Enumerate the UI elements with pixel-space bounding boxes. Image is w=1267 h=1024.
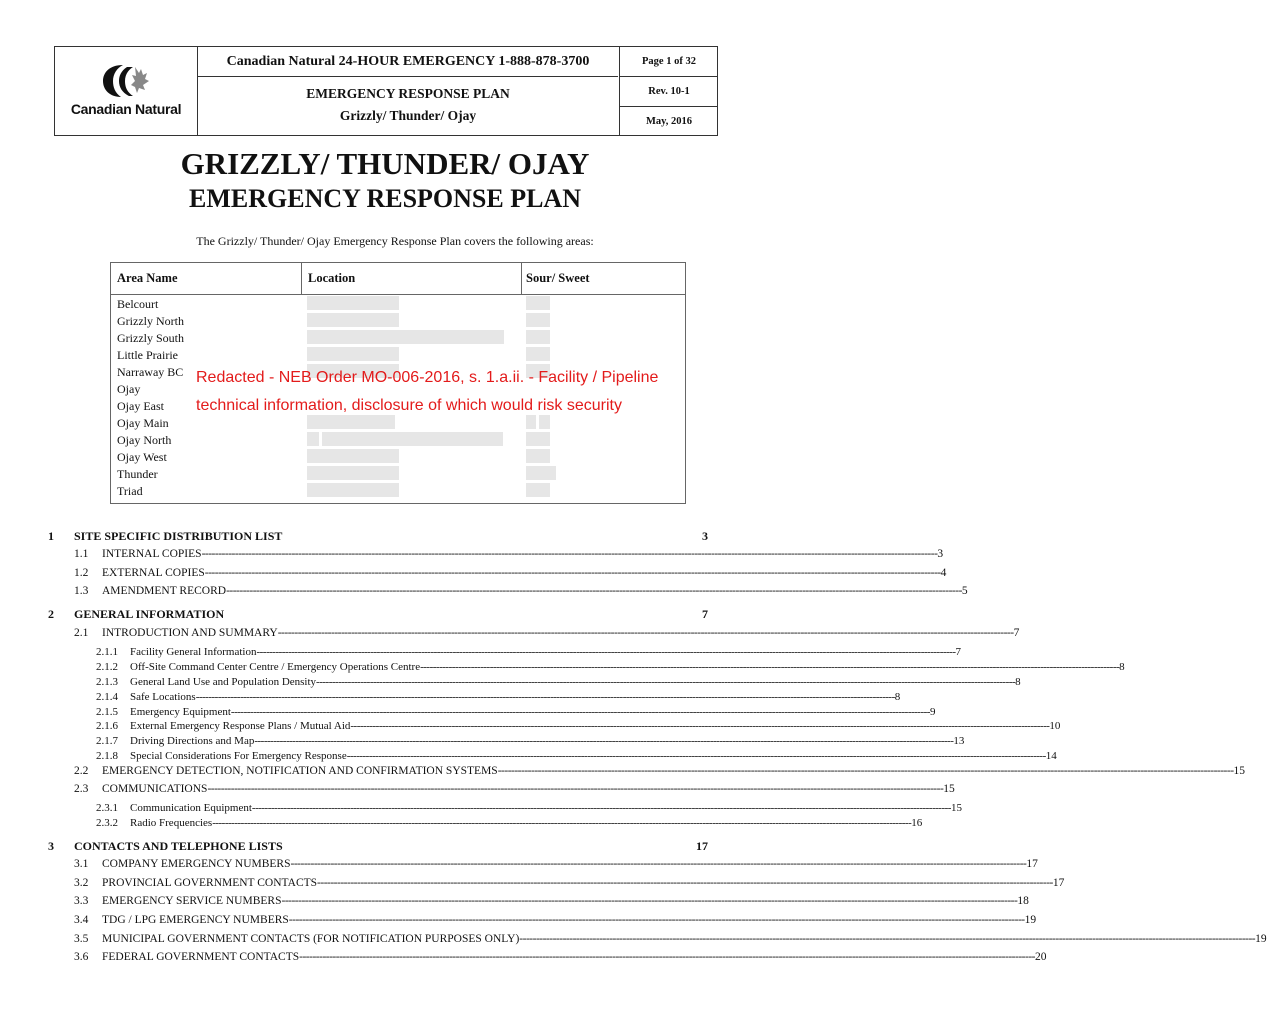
- toc-entry-number: 2.1.8: [96, 750, 118, 762]
- toc-entry-number: 2.3.1: [96, 802, 118, 814]
- toc-entry-title: INTERNAL COPIES: [102, 548, 202, 560]
- redaction-box: [526, 466, 556, 480]
- toc-entry-title: EXTERNAL COPIES: [102, 567, 205, 579]
- company-logo-icon: [101, 63, 151, 99]
- table-row: Ojay East: [117, 399, 164, 413]
- toc-section[interactable]: [48, 528, 718, 544]
- toc-entry-title: Emergency Equipment: [130, 706, 231, 718]
- toc-entry[interactable]: [74, 583, 968, 599]
- redaction-box: [307, 313, 399, 327]
- toc-entry-number: 1.1: [74, 548, 89, 560]
- toc-entry[interactable]: [96, 748, 1057, 764]
- toc-entry-page: 9: [929, 706, 936, 718]
- toc-section-number: 3: [48, 839, 54, 853]
- toc-entry[interactable]: [96, 718, 1061, 734]
- toc-entry-title: External Emergency Response Plans / Mutual Aid: [130, 720, 351, 732]
- table-divider: [111, 294, 685, 295]
- toc-entry-number: 2.1.4: [96, 691, 118, 703]
- toc-entry-page: 15: [1233, 765, 1246, 777]
- toc-entry[interactable]: [74, 625, 1020, 641]
- toc-entry-page: 20: [1034, 951, 1047, 963]
- toc-entry-page: 7: [1013, 627, 1020, 639]
- toc-dot-leader: -----------------------------------------------------------------------------------------------------------------------------------------------------------------------------------------------------------------------------: [251, 802, 951, 814]
- toc-entry-number: 2.3: [74, 783, 89, 795]
- plan-subtitle: Grizzly/ Thunder/ Ojay: [339, 108, 477, 123]
- toc-section-page: 17: [696, 839, 708, 853]
- redaction-box: [307, 466, 399, 480]
- table-divider: [521, 263, 522, 294]
- toc-dot-leader: -----------------------------------------------------------------------------------------------------------------------------------------------------------------------------------------------------------------------------: [346, 750, 1046, 762]
- toc-entry[interactable]: [96, 815, 923, 831]
- toc-entry-number: 2.1.5: [96, 706, 118, 718]
- toc-entry-number: 3.1: [74, 858, 89, 870]
- toc-dot-leader: -----------------------------------------------------------------------------------------------------------------------------------------------------------------------------------------------------------------------------: [201, 548, 938, 560]
- toc-entry-title: Off-Site Command Center Centre / Emergency Operations Centre: [130, 661, 421, 673]
- toc-entry-page: 7: [955, 646, 962, 658]
- redaction-box: [526, 296, 550, 310]
- table-divider: [301, 263, 302, 294]
- redaction-box: [526, 330, 550, 344]
- toc-entry[interactable]: [74, 781, 955, 797]
- redaction-box: [526, 313, 550, 327]
- page-number: Page 1 of 32: [620, 47, 718, 77]
- toc-entry[interactable]: [74, 912, 1037, 928]
- toc-dot-leader: -----------------------------------------------------------------------------------------------------------------------------------------------------------------------------------------------------------------------------: [195, 691, 895, 703]
- toc-entry-title: General Land Use and Population Density: [130, 676, 317, 688]
- revision: Rev. 10-1: [620, 77, 718, 107]
- toc-dot-leader: -----------------------------------------------------------------------------------------------------------------------------------------------------------------------------------------------------------------------------: [204, 567, 941, 579]
- toc-section-page: 3: [702, 529, 708, 543]
- toc-entry-title: EMERGENCY DETECTION, NOTIFICATION AND CONFIRMATION SYSTEMS: [102, 765, 498, 777]
- redaction-notice-line1: Redacted - NEB Order MO-006-2016, s. 1.a.ii. - Facility / Pipeline: [196, 369, 659, 386]
- document-title: GRIZZLY/ THUNDER/ OJAY: [180, 146, 590, 181]
- toc-dot-leader: -----------------------------------------------------------------------------------------------------------------------------------------------------------------------------------------------------------------------------: [212, 817, 912, 829]
- toc-entry-page: 13: [953, 735, 965, 747]
- toc-entry-page: 19: [1024, 914, 1037, 926]
- toc-section-title: GENERAL INFORMATION: [74, 607, 225, 621]
- toc-dot-leader: -----------------------------------------------------------------------------------------------------------------------------------------------------------------------------------------------------------------------------: [519, 933, 1256, 945]
- toc-dot-leader: -----------------------------------------------------------------------------------------------------------------------------------------------------------------------------------------------------------------------------: [299, 951, 1035, 963]
- toc-entry[interactable]: [74, 893, 1029, 909]
- table-row: Ojay North: [117, 433, 172, 447]
- toc-dot-leader: -----------------------------------------------------------------------------------------------------------------------------------------------------------------------------------------------------------------------------: [290, 858, 1027, 870]
- toc-entry-number: 1.3: [74, 585, 89, 597]
- toc-section-page: 7: [702, 607, 708, 621]
- toc-section[interactable]: [48, 606, 718, 622]
- toc-dot-leader: -----------------------------------------------------------------------------------------------------------------------------------------------------------------------------------------------------------------------------: [254, 735, 954, 747]
- toc-section-title: SITE SPECIFIC DISTRIBUTION LIST: [74, 529, 283, 543]
- toc-entry-title: FEDERAL GOVERNMENT CONTACTS: [102, 951, 300, 963]
- toc-entry[interactable]: [96, 674, 1021, 690]
- toc-entry-number: 3.5: [74, 933, 89, 945]
- toc-entry-number: 2.1.6: [96, 720, 118, 732]
- redaction-box: [307, 432, 319, 446]
- toc-dot-leader: -----------------------------------------------------------------------------------------------------------------------------------------------------------------------------------------------------------------------------: [288, 914, 1025, 926]
- table-row: Ojay: [117, 382, 141, 396]
- toc-dot-leader: -----------------------------------------------------------------------------------------------------------------------------------------------------------------------------------------------------------------------------: [316, 676, 1016, 688]
- toc-dot-leader: -----------------------------------------------------------------------------------------------------------------------------------------------------------------------------------------------------------------------------: [420, 661, 1120, 673]
- toc-entry-number: 2.1.3: [96, 676, 118, 688]
- toc-entry-title: Driving Directions and Map: [130, 735, 255, 747]
- toc-entry[interactable]: [74, 763, 1246, 779]
- table-row: Thunder: [117, 467, 158, 481]
- redaction-box: [526, 449, 550, 463]
- toc-entry-title: MUNICIPAL GOVERNMENT CONTACTS (FOR NOTIFICATION PURPOSES ONLY): [102, 933, 520, 945]
- toc-entry-page: 17: [1026, 858, 1038, 870]
- table-row: Ojay Main: [117, 416, 169, 430]
- toc-entry[interactable]: [96, 659, 1125, 675]
- toc-entry[interactable]: [96, 689, 901, 705]
- toc-entry-page: 8: [894, 691, 901, 703]
- toc-entry-title: COMMUNICATIONS: [102, 783, 208, 795]
- toc-entry-number: 3.4: [74, 914, 89, 926]
- toc-entry-title: TDG / LPG EMERGENCY NUMBERS: [102, 914, 289, 926]
- toc-entry-title: EMERGENCY SERVICE NUMBERS: [102, 895, 282, 907]
- redaction-box: [526, 483, 550, 497]
- toc-dot-leader: -----------------------------------------------------------------------------------------------------------------------------------------------------------------------------------------------------------------------------: [256, 646, 956, 658]
- redaction-box: [526, 347, 550, 361]
- toc-entry-page: 15: [943, 783, 955, 795]
- toc-section-number: 1: [48, 529, 54, 543]
- toc-entry[interactable]: [74, 949, 1047, 965]
- toc-entry-page: 8: [1015, 676, 1021, 688]
- redaction-box: [307, 330, 504, 344]
- table-row: Narraway BC: [117, 365, 184, 379]
- redaction-box: [539, 415, 550, 429]
- toc-entry-page: 14: [1045, 750, 1057, 762]
- col-header-location: Location: [308, 271, 356, 285]
- toc-dot-leader: -----------------------------------------------------------------------------------------------------------------------------------------------------------------------------------------------------------------------------: [230, 706, 930, 718]
- redaction-box: [307, 449, 399, 463]
- table-row: Little Prairie: [117, 348, 178, 362]
- redaction-box: [526, 432, 550, 446]
- table-row: Belcourt: [117, 297, 159, 311]
- toc-entry-page: 8: [1119, 661, 1125, 673]
- toc-entry[interactable]: [74, 856, 1038, 872]
- toc-dot-leader: -----------------------------------------------------------------------------------------------------------------------------------------------------------------------------------------------------------------------------: [226, 585, 962, 597]
- table-row: Grizzly North: [117, 314, 184, 328]
- col-header-sour-sweet: Sour/ Sweet: [526, 271, 590, 285]
- toc-entry-number: 2.1.2: [96, 661, 118, 673]
- toc-entry-title: AMENDMENT RECORD: [102, 585, 227, 597]
- toc-entry[interactable]: [74, 931, 1267, 947]
- toc-entry-page: 15: [950, 802, 962, 814]
- toc-dot-leader: -----------------------------------------------------------------------------------------------------------------------------------------------------------------------------------------------------------------------------: [281, 895, 1018, 907]
- toc-dot-leader: -----------------------------------------------------------------------------------------------------------------------------------------------------------------------------------------------------------------------------: [207, 783, 944, 795]
- toc-entry-number: 2.1.1: [96, 646, 118, 658]
- redaction-box: [307, 483, 399, 497]
- toc-entry-page: 5: [961, 585, 968, 597]
- toc-entry-number: 1.2: [74, 567, 89, 579]
- header-plan-title: [198, 77, 618, 135]
- toc-entry[interactable]: [96, 733, 965, 749]
- plan-title: EMERGENCY RESPONSE PLAN: [306, 86, 510, 101]
- toc-entry[interactable]: [74, 546, 944, 562]
- redaction-box: [322, 432, 503, 446]
- redaction-notice-line2: technical information, disclosure of which would risk security: [196, 397, 622, 414]
- document-header: [54, 46, 718, 136]
- toc-entry[interactable]: [96, 644, 962, 660]
- toc-entry-title: INTRODUCTION AND SUMMARY: [102, 627, 278, 639]
- toc-entry-number: 2.3.2: [96, 817, 118, 829]
- toc-entry[interactable]: [74, 565, 947, 581]
- toc-entry-title: Facility General Information: [130, 646, 257, 658]
- redaction-box: [526, 415, 536, 429]
- toc-entry-title: PROVINCIAL GOVERNMENT CONTACTS: [102, 877, 318, 889]
- table-row: Grizzly South: [117, 331, 184, 345]
- toc-entry-title: Radio Frequencies: [130, 817, 213, 829]
- toc-dot-leader: -----------------------------------------------------------------------------------------------------------------------------------------------------------------------------------------------------------------------------: [350, 720, 1050, 732]
- toc-dot-leader: -----------------------------------------------------------------------------------------------------------------------------------------------------------------------------------------------------------------------------: [277, 627, 1014, 639]
- toc-entry-page: 19: [1255, 933, 1267, 945]
- col-header-area-name: Area Name: [117, 271, 178, 285]
- toc-entry-page: 4: [940, 567, 947, 579]
- toc-entry-page: 16: [911, 817, 923, 829]
- company-logo-text: Canadian Natural: [70, 101, 182, 117]
- toc-entry-page: 10: [1049, 720, 1061, 732]
- emergency-line: Canadian Natural 24-HOUR EMERGENCY 1-888-878-3700: [198, 47, 618, 77]
- toc-entry-number: 3.6: [74, 951, 89, 963]
- toc-entry-number: 2.1: [74, 627, 89, 639]
- toc-entry[interactable]: [74, 875, 1065, 891]
- intro-text: The Grizzly/ Thunder/ Ojay Emergency Response Plan covers the following areas:: [196, 234, 594, 248]
- toc-entry-page: 18: [1017, 895, 1029, 907]
- redaction-box: [307, 296, 399, 310]
- company-logo: [55, 47, 198, 135]
- toc-entry-title: Safe Locations: [130, 691, 196, 703]
- toc-entry[interactable]: [96, 800, 962, 816]
- toc-entry-title: Special Considerations For Emergency Response: [130, 750, 347, 762]
- redaction-box: [307, 347, 399, 361]
- redaction-box: [307, 415, 395, 429]
- toc-entry-page: 3: [937, 548, 944, 560]
- table-row: Triad: [117, 484, 143, 498]
- toc-entry-number: 2.1.7: [96, 735, 118, 747]
- toc-section-title: CONTACTS AND TELEPHONE LISTS: [74, 839, 283, 853]
- revision-date: May, 2016: [645, 116, 693, 127]
- toc-entry-title: COMPANY EMERGENCY NUMBERS: [102, 858, 291, 870]
- toc-entry-number: 2.2: [74, 765, 89, 777]
- toc-dot-leader: -----------------------------------------------------------------------------------------------------------------------------------------------------------------------------------------------------------------------------: [497, 765, 1234, 777]
- toc-entry-page: 17: [1052, 877, 1065, 889]
- toc-entry-number: 3.3: [74, 895, 89, 907]
- toc-entry-number: 3.2: [74, 877, 89, 889]
- toc-dot-leader: -----------------------------------------------------------------------------------------------------------------------------------------------------------------------------------------------------------------------------: [317, 877, 1053, 889]
- header-meta: [619, 47, 718, 135]
- toc-section[interactable]: [48, 838, 718, 854]
- toc-entry-title: Communication Equipment: [130, 802, 252, 814]
- table-row: Ojay West: [117, 450, 167, 464]
- toc-section-number: 2: [48, 607, 54, 621]
- document-subtitle: EMERGENCY RESPONSE PLAN: [189, 184, 581, 213]
